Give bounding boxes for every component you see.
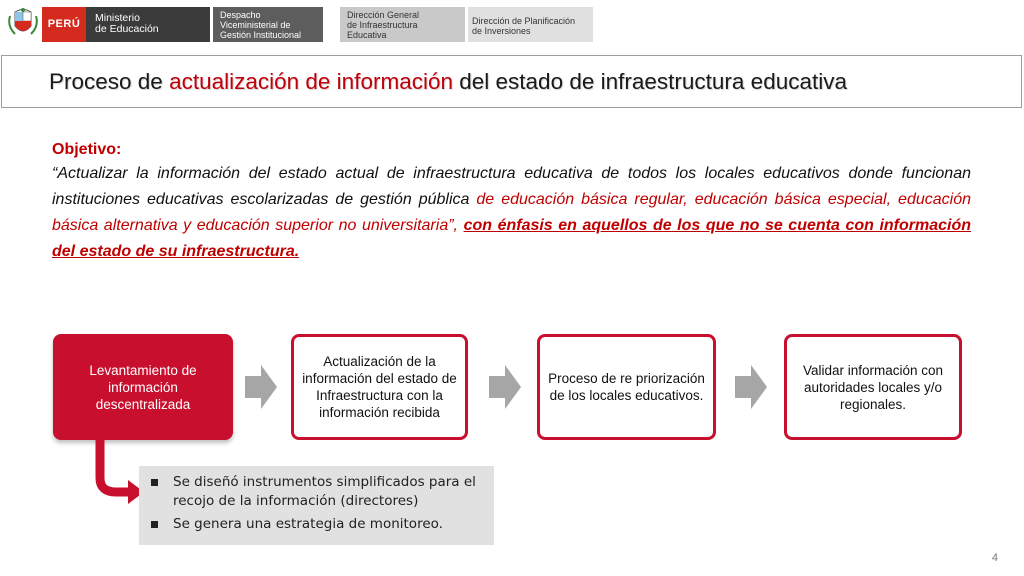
title-box — [1, 55, 1022, 108]
arrow-right-icon — [245, 365, 277, 409]
objective-label: Objetivo: — [52, 141, 122, 158]
dpi-label — [468, 7, 593, 42]
despacho-line3: Gestión Institucional — [220, 30, 302, 40]
square-bullet-icon — [151, 521, 158, 528]
peru-coat-of-arms-icon — [6, 6, 40, 40]
page-number: 4 — [991, 552, 998, 564]
list-item-text: Se diseñó instrumentos simplificados para el recojo de la información (directores) — [173, 474, 476, 509]
dgie-line2: de Infraestructura — [347, 20, 418, 30]
title-part2: del estado de infraestructura educativa — [453, 69, 847, 94]
objective-text-red: de educación básica regular, educación básica especial, educación básica alternativa y educación superior no universitaria”, — [52, 191, 971, 234]
despacho-line1: Despacho — [220, 10, 261, 20]
details-list — [139, 466, 494, 545]
step-3-box: Proceso de re priorización de los locales educativos. — [537, 334, 716, 440]
title-part1: Proceso de — [49, 69, 170, 94]
despacho-line2: Viceministerial de — [220, 20, 291, 30]
objective-text-main: “Actualizar la información del estado actual de infraestructura educativa de todos los locales educativos donde funcionan instituciones educativas escolarizadas de gestión pública — [52, 165, 971, 208]
step-2-box: Actualización de la información del estado de Infraestructura con la información recibida — [291, 334, 468, 440]
despacho-label — [213, 7, 323, 42]
objective-text-emphasis: con énfasis en aquellos de los que no se cuenta con información del estado de su infraestructura. — [52, 217, 972, 260]
dgie-line3: Educativa — [347, 30, 387, 40]
dgie-label — [340, 7, 465, 42]
step-1-box: Levantamiento de información descentralizada — [53, 334, 233, 440]
step-4-box: Validar información con autoridades locales y/o regionales. — [784, 334, 962, 440]
square-bullet-icon — [151, 479, 158, 486]
objective-text — [52, 161, 971, 265]
list-item — [151, 515, 484, 534]
peru-label: PERÚ — [42, 7, 86, 42]
dpi-line2: de Inversiones — [472, 26, 531, 36]
title-highlight: actualización de información — [169, 69, 453, 94]
header-bar — [0, 0, 1024, 46]
dgie-line1: Dirección General — [347, 10, 420, 20]
list-item-text: Se genera una estrategia de monitoreo. — [173, 516, 443, 532]
ministry-label — [86, 7, 210, 42]
ministry-line1: Ministerio — [95, 12, 140, 24]
arrow-right-icon — [489, 365, 521, 409]
dpi-line1: Dirección de Planificación — [472, 16, 576, 26]
list-item — [151, 473, 484, 511]
arrow-right-icon — [735, 365, 767, 409]
ministry-line2: de Educación — [95, 23, 159, 35]
page-title — [49, 69, 847, 95]
